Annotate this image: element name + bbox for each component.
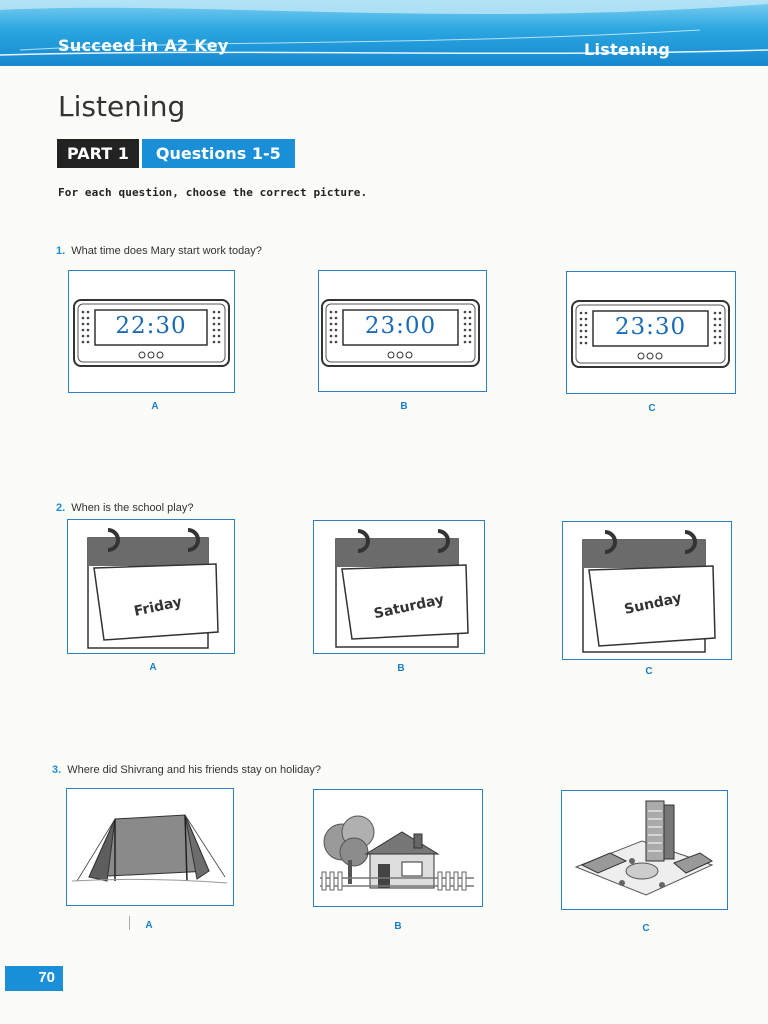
option-letter: C <box>648 403 656 414</box>
clock-time: 23:00 <box>364 313 437 339</box>
question-3 <box>52 764 321 776</box>
question-number: 3. <box>52 764 62 776</box>
option-letter: B <box>397 663 405 674</box>
option-letter: C <box>642 923 650 934</box>
q3-option-c[interactable] <box>561 790 728 910</box>
q1-option-a[interactable] <box>68 270 235 393</box>
question-text: Where did Shivrang and his friends stay on holiday? <box>67 764 321 776</box>
calendar-day: Sunday <box>622 590 684 618</box>
clock-time: 22:30 <box>115 313 187 339</box>
q3-option-a[interactable] <box>66 788 234 906</box>
city-icon <box>562 791 726 908</box>
book-title: Succeed in A2 Key <box>58 36 229 55</box>
divider-tick <box>129 916 130 930</box>
q3-option-b[interactable] <box>313 789 483 907</box>
q2-option-b[interactable] <box>313 520 485 654</box>
q2-option-a[interactable] <box>67 519 235 654</box>
section-title: Listening <box>584 40 671 59</box>
header-banner <box>0 0 768 66</box>
question-text: When is the school play? <box>71 502 194 514</box>
page-title: Listening <box>58 90 186 123</box>
calendar-icon <box>68 520 233 652</box>
part-label: PART 1 <box>57 139 139 168</box>
question-number: 1. <box>56 245 66 257</box>
option-letter: A <box>145 920 153 931</box>
question-2 <box>56 502 193 514</box>
calendar-icon <box>314 521 483 652</box>
option-letter: C <box>645 666 653 677</box>
house-icon <box>314 790 481 905</box>
part-bar <box>57 139 295 168</box>
q1-option-b[interactable] <box>318 270 487 392</box>
question-text: What time does Mary start work today? <box>71 245 262 257</box>
option-letter: A <box>149 662 157 673</box>
calendar-day: Saturday <box>372 591 446 623</box>
instruction: For each question, choose the correct picture. <box>58 186 368 199</box>
clock-time: 23:30 <box>614 314 687 340</box>
option-letter: A <box>151 401 159 412</box>
page-number: 70 <box>5 966 63 990</box>
page-number-underline <box>5 989 63 991</box>
calendar-day: Friday <box>132 594 184 620</box>
option-letter: B <box>400 401 408 412</box>
option-letter: B <box>394 921 402 932</box>
question-number: 2. <box>56 502 66 514</box>
q1-option-c[interactable] <box>566 271 736 394</box>
tent-icon <box>67 789 232 904</box>
q2-option-c[interactable] <box>562 521 732 660</box>
question-1 <box>56 245 262 257</box>
calendar-icon <box>563 522 730 658</box>
questions-label: Questions 1-5 <box>142 139 295 168</box>
